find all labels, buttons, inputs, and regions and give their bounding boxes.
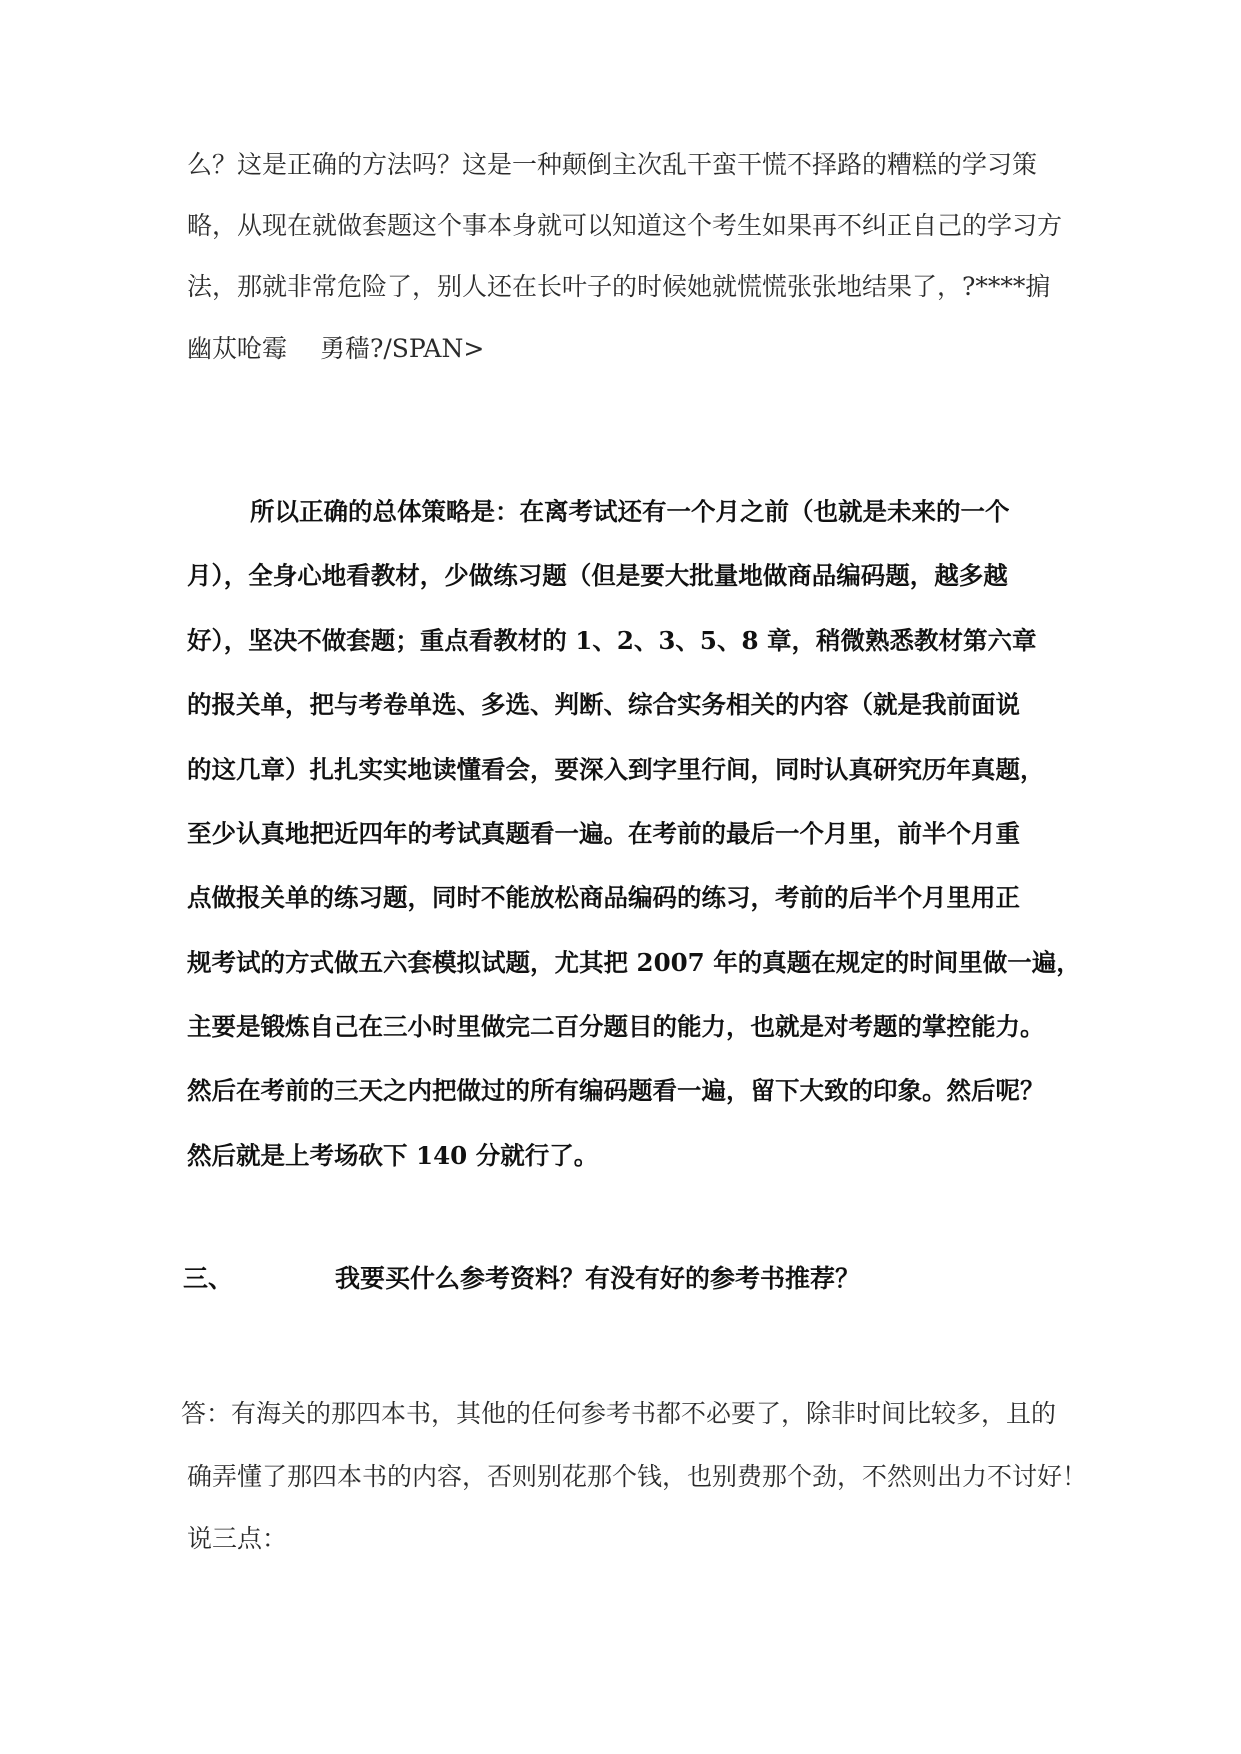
- para2-line-2: 月），全身心地看教材，少做练习题（但是要大批量地做商品编码题，越多越: [187, 561, 1008, 590]
- para1-line-1: 么？这是正确的方法吗？这是一种颠倒主次乱干蛮干慌不择路的糟糕的学习策: [187, 150, 1038, 179]
- para2-line-5: 的这几章）扎扎实实地读懂看会，要深入到字里行间，同时认真研究历年真题，: [187, 755, 1045, 784]
- para3-line-3: 说三点：: [187, 1524, 288, 1553]
- para2-line-1: 所以正确的总体策略是：在离考试还有一个月之前（也就是未来的一个: [250, 497, 1010, 526]
- para2-line-11: 然后就是上考场砍下 140 分就行了。: [187, 1141, 599, 1170]
- section-number: 三、: [183, 1264, 234, 1293]
- para2-line-8: 规考试的方式做五六套模拟试题，尤其把 2007 年的真题在规定的时间里做一遍，: [187, 948, 1081, 977]
- para3-line-2: 确弄懂了那四本书的内容，否则别花那个钱，也别费那个劲，不然则出力不讨好！: [187, 1462, 1088, 1491]
- para2-line-3: 好），坚决不做套题；重点看教材的 1、2、3、5、8 章，稍微熟悉教材第六章: [187, 626, 1037, 655]
- para2-line-4: 的报关单，把与考卷单选、多选、判断、综合实务相关的内容（就是我前面说: [187, 690, 1020, 719]
- para2-line-7: 点做报关单的练习题，同时不能放松商品编码的练习，考前的后半个月里用正: [187, 883, 1020, 912]
- para1-line-4: 幽苁呛霉 勇穑?/SPAN>: [187, 334, 485, 363]
- para2-line-6: 至少认真地把近四年的考试真题看一遍。在考前的最后一个月里，前半个月重: [187, 819, 1020, 848]
- para3-line-1: 答：有海关的那四本书，其他的任何参考书都不必要了，除非时间比较多，且的: [181, 1399, 1057, 1428]
- para2-line-9: 主要是锻炼自己在三小时里做完二百分题目的能力，也就是对考题的掌控能力。: [187, 1012, 1045, 1041]
- para1-line-2: 略，从现在就做套题这个事本身就可以知道这个考生如果再不纠正自己的学习方: [187, 211, 1063, 240]
- section-heading: 我要买什么参考资料？有没有好的参考书推荐？: [335, 1264, 861, 1293]
- para2-line-10: 然后在考前的三天之内把做过的所有编码题看一遍，留下大致的印象。然后呢？: [187, 1076, 1045, 1105]
- para1-line-3: 法，那就非常危险了，别人还在长叶子的时候她就慌慌张张地结果了，?****掮: [187, 272, 1051, 301]
